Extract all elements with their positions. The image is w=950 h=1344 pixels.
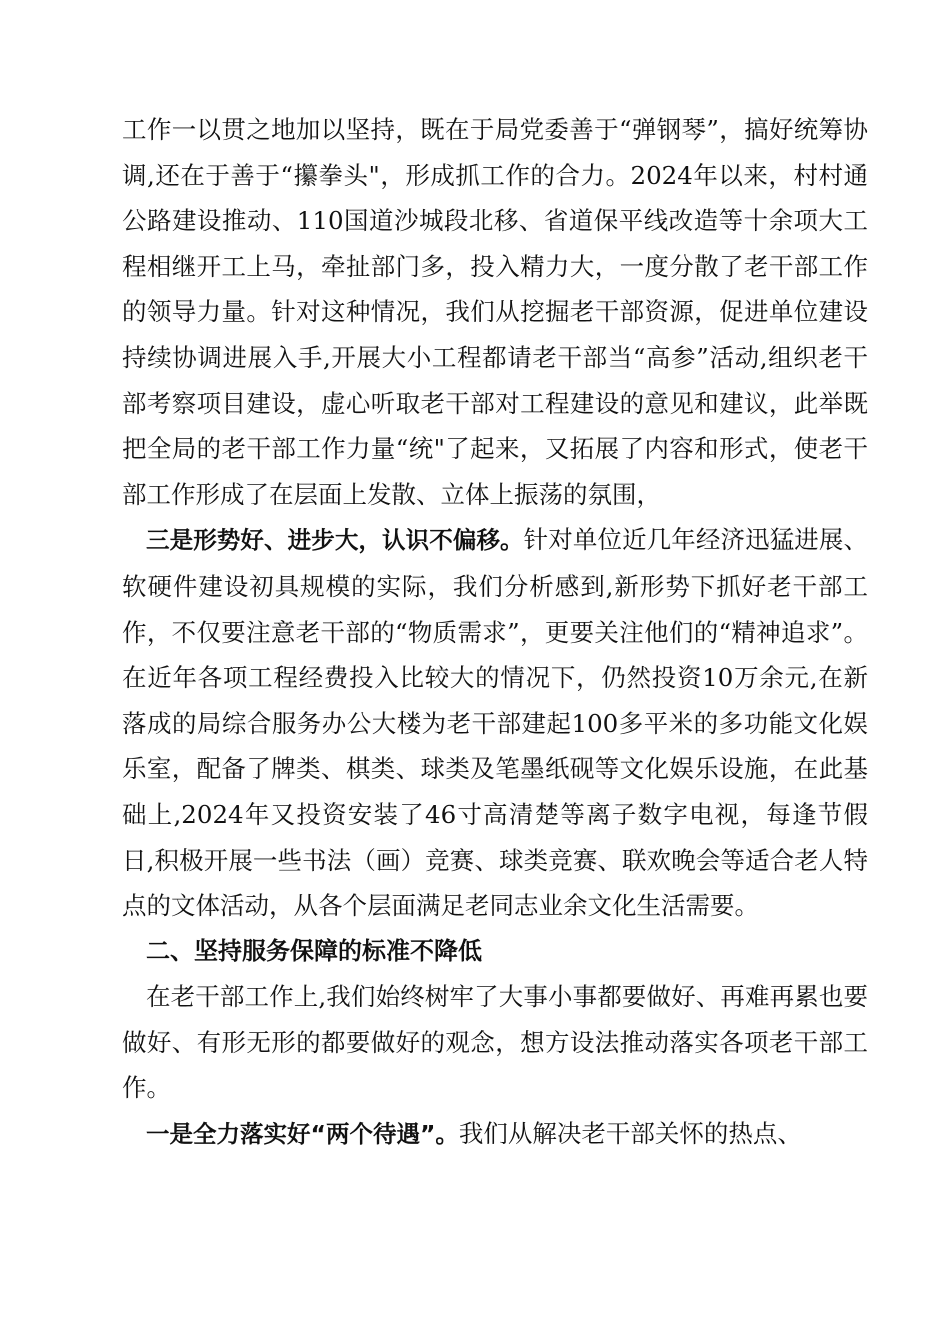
point-one-heading: 一是全力落实好“两个待遇”。 xyxy=(146,1120,459,1149)
section-heading-two: 二、坚持服务保障的标准不降低 xyxy=(146,936,482,965)
paragraph-section-two-intro: 在老干部工作上,我们始终树牢了大事小事都要做好、再难再累也要做好、有形无形的都要做好的观念，想方设法推动落实各项老干部工作。 xyxy=(122,982,868,1103)
paragraph-point-one xyxy=(122,1111,868,1158)
point-one-text: 我们从解决老干部关怀的热点、 xyxy=(458,1119,802,1149)
paragraph-point-three xyxy=(122,517,868,928)
point-three-text: 针对单位近几年经济迅猛进展、软硬件建设初具规模的实际，我们分析感到,新形势下抓好老干部工作，不仅要注意老干部的“物质需求”，更要关注他们的“精神追求”。在近年各项工程经费投入比较大的情况下，仍然投资10万余元,在新落成的局综合服务办公大楼为老干部建起100多平米的多功能文化娱乐室，配备了牌类、棋类、球类及笔墨纸砚等文化娱乐设施，在此基础上,2024年又投资安装了46寸高清楚等离子数字电视，每逢节假日,积极开展一些书法（画）竞赛、球类竞赛、联欢晚会等适合老人特点的文体活动，从各个层面满足老同志业余文化生活需要。 xyxy=(122,525,868,921)
point-three-heading: 三是形势好、进步大，认识不偏移。 xyxy=(146,526,524,555)
document-body xyxy=(122,107,868,1158)
paragraph-continuation: 工作一以贯之地加以坚持，既在于局党委善于“弹钢琴”，搞好统筹协调,还在于善于“攥拳头"，形成抓工作的合力。2024年以来，村村通公路建设推动、110国道沙城段北移、省道保平线改造等十余项大工程相继开工上马，牵扯部门多，投入精力大，一度分散了老干部工作的领导力量。针对这种情况，我们从挖掘老干部资源，促进单位建设持续协调进展入手,开展大小工程都请老干部当“高参”活动,组织老干部考察项目建设，虚心听取老干部对工程建设的意见和建议，此举既把全局的老干部工作力量“统"了起来，又拓展了内容和形式，使老干部工作形成了在层面上发散、立体上振荡的氛围， xyxy=(122,115,868,509)
